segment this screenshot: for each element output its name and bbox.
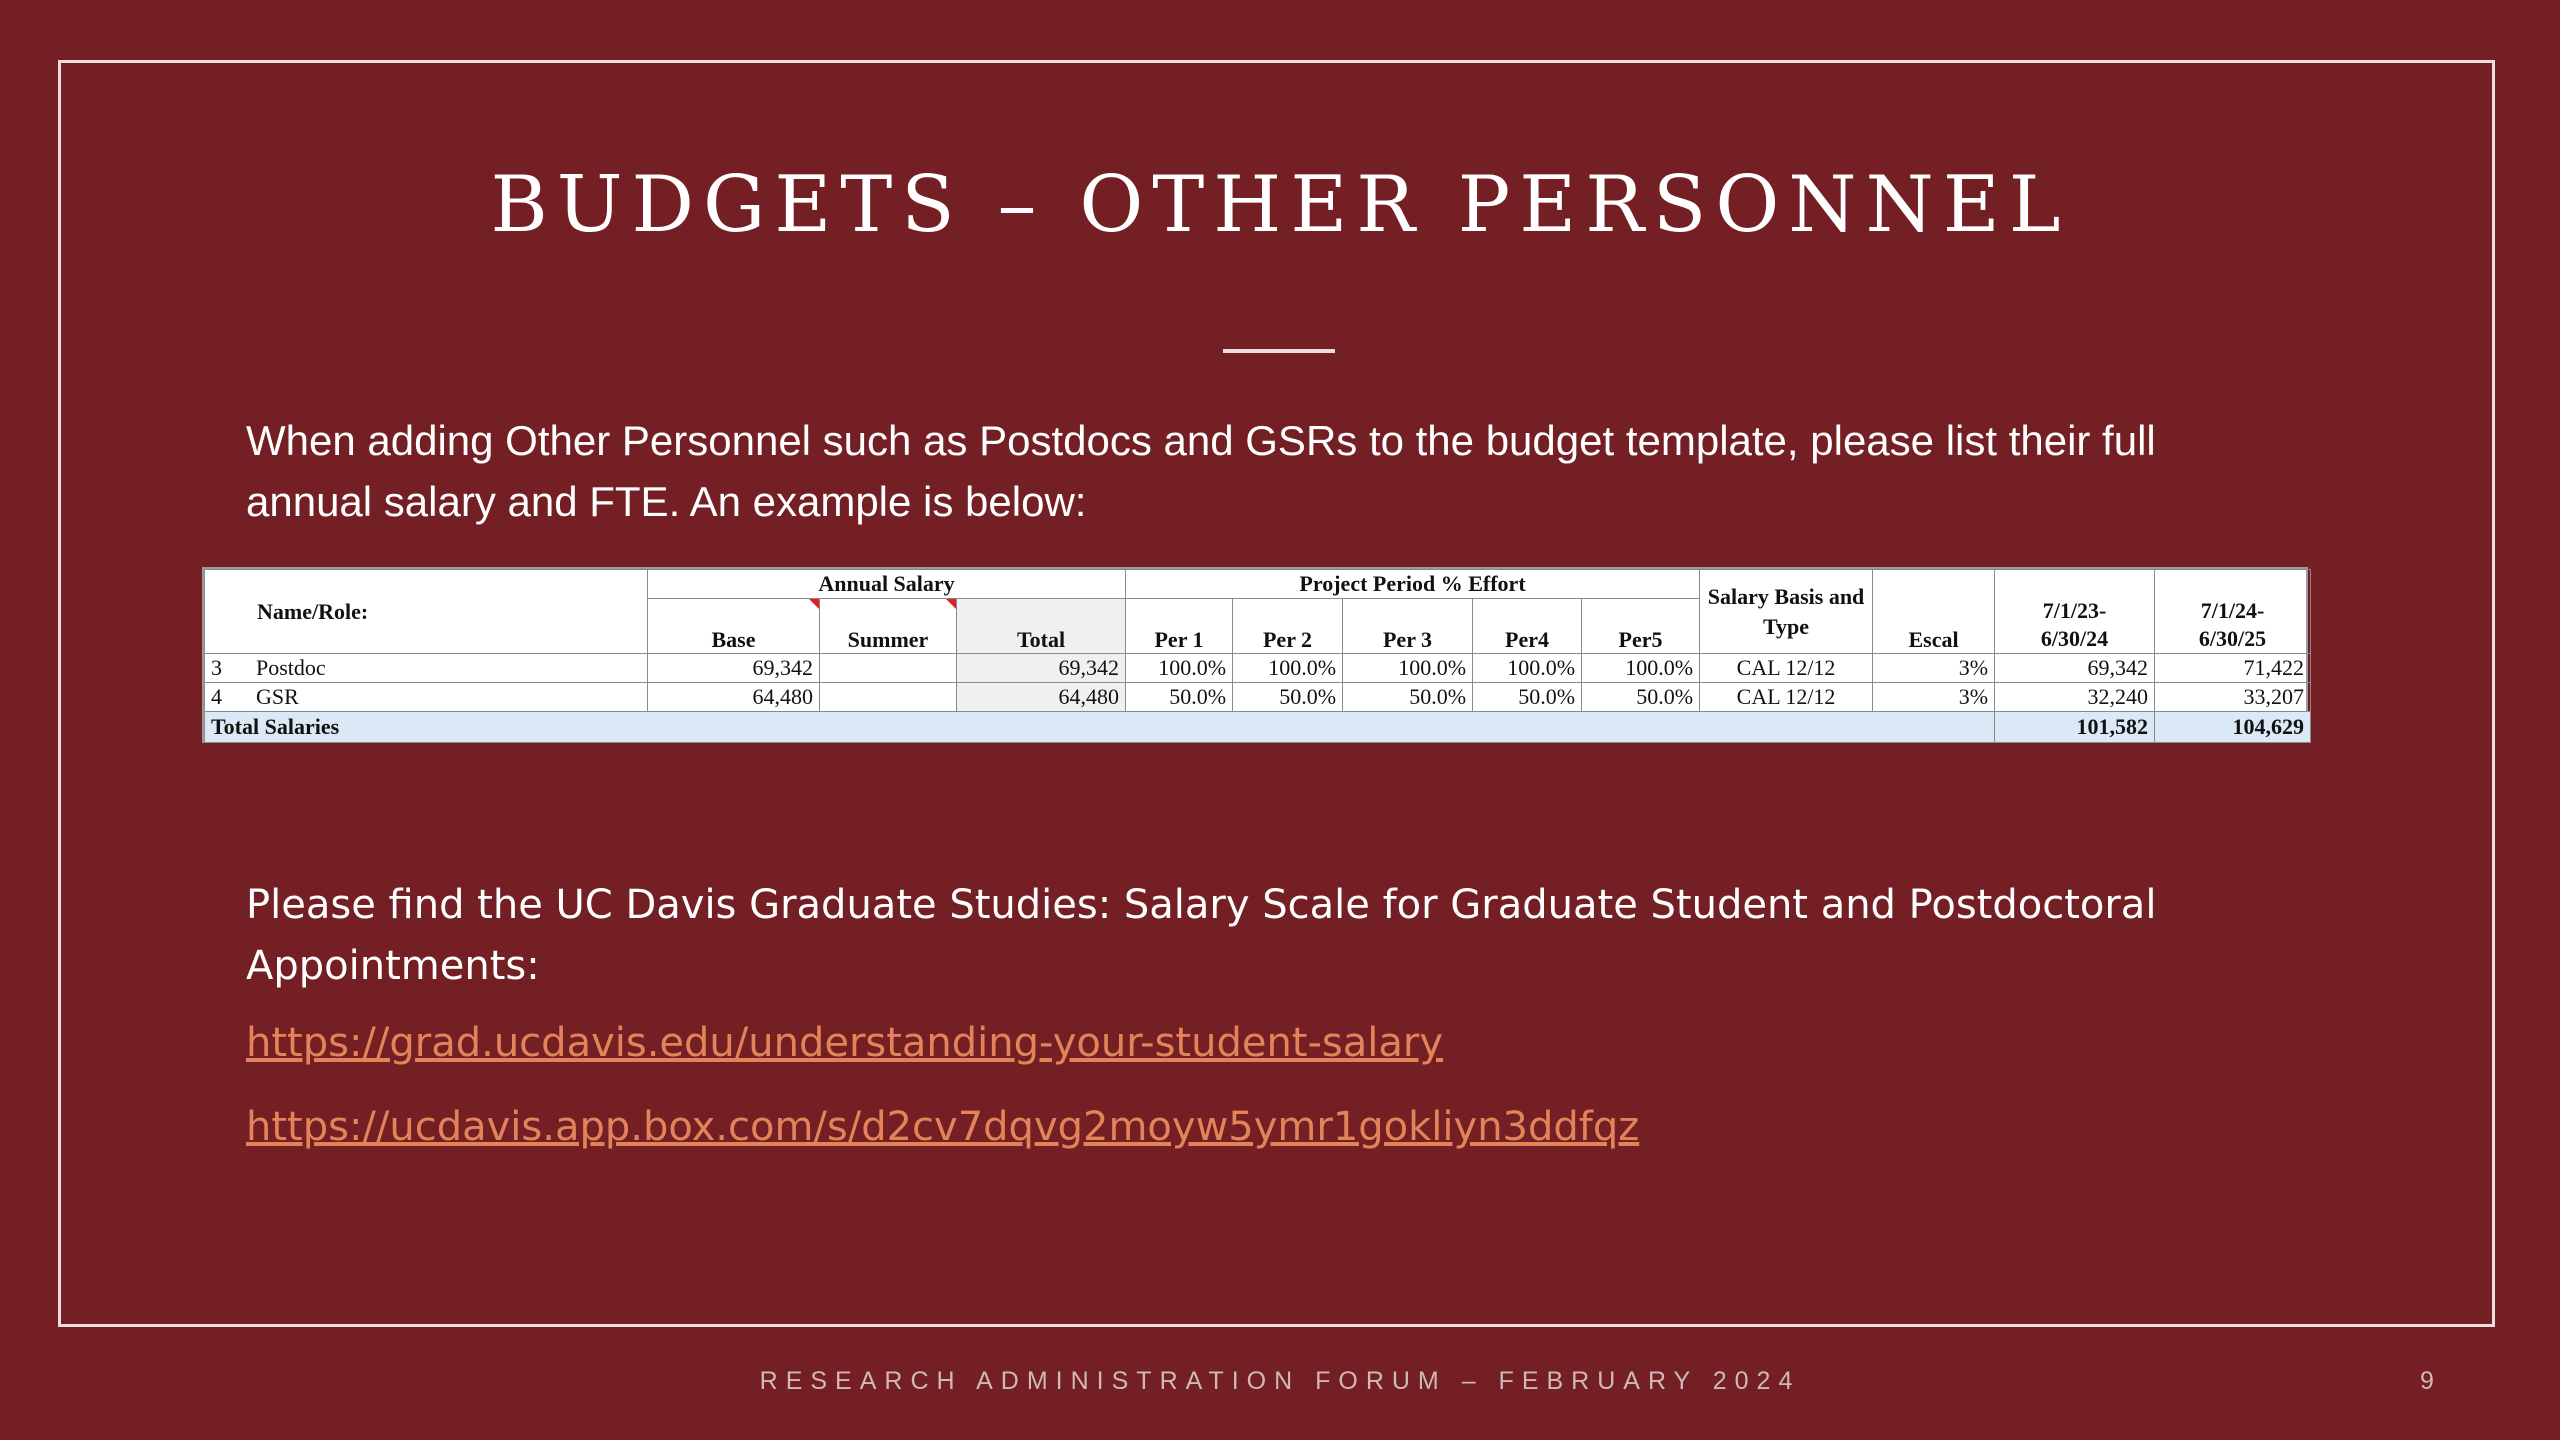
header-per-2: Per 2 [1233,599,1343,654]
header-salary-basis: Salary Basis and Type [1700,570,1873,654]
header-per-3: Per 3 [1343,599,1473,654]
intro-paragraph [246,410,2266,532]
row-year-1: 32,240 [1995,683,2155,712]
row-role-cell [205,683,648,712]
row-basis: CAL 12/12 [1700,654,1873,683]
row-per-3: 50.0% [1343,683,1473,712]
page-number: 9 [2420,1367,2434,1395]
box-salary-scale-link[interactable]: https://ucdavis.app.box.com/s/d2cv7dqvg2moyw5ymr1gokliyn3ddfqz [246,1104,1640,1150]
row-role-cell [205,654,648,683]
row-per-4: 100.0% [1473,654,1582,683]
row-total: 64,480 [957,683,1126,712]
header-escal: Escal [1873,570,1995,654]
table-row [205,654,2311,683]
table-row [205,683,2311,712]
student-salary-link[interactable]: https://grad.ucdavis.edu/understanding-your-student-salary [246,1020,1444,1066]
row-year-1: 69,342 [1995,654,2155,683]
row-base: 64,480 [648,683,820,712]
slide-title: BUDGETS – OTHER PERSONNEL [490,160,2070,250]
row-year-2: 71,422 [2155,654,2311,683]
row-number: 3 [211,655,222,680]
row-year-2: 33,207 [2155,683,2311,712]
row-per-5: 50.0% [1582,683,1700,712]
row-base: 69,342 [648,654,820,683]
row-role: GSR [256,684,299,709]
row-per-4: 50.0% [1473,683,1582,712]
row-per-2: 50.0% [1233,683,1343,712]
total-salaries-row [205,712,2311,743]
header-project-period: Project Period % Effort [1126,570,1700,599]
salary-note-line-2: Appointments: [246,943,540,989]
row-basis: CAL 12/12 [1700,683,1873,712]
total-salaries-label: Total Salaries [205,712,1995,743]
row-summer [820,683,957,712]
row-per-1: 100.0% [1126,654,1233,683]
header-year-2: 7/1/24- 6/30/25 [2155,570,2311,654]
row-per-2: 100.0% [1233,654,1343,683]
slide-footer: RESEARCH ADMINISTRATION FORUM – FEBRUARY 2024 [759,1367,1801,1395]
row-summer [820,654,957,683]
budget-table-image [202,567,2308,743]
header-per-4: Per4 [1473,599,1582,654]
row-per-3: 100.0% [1343,654,1473,683]
header-year-1: 7/1/23- 6/30/24 [1995,570,2155,654]
row-per-1: 50.0% [1126,683,1233,712]
row-per-5: 100.0% [1582,654,1700,683]
header-name-role: Name/Role: [205,570,648,654]
salary-note-line-1: Please find the UC Davis Graduate Studies: Salary Scale for Graduate Student and Postdoctoral [246,882,2157,928]
header-summer: Summer [820,599,957,654]
header-base: Base [648,599,820,654]
budget-table [204,569,2311,743]
row-total: 69,342 [957,654,1126,683]
row-number: 4 [211,684,222,709]
row-escal: 3% [1873,683,1995,712]
intro-line-1: When adding Other Personnel such as Postdocs and GSRs to the budget template, please list their full [246,417,2156,464]
salary-scale-note [246,875,2266,997]
row-role: Postdoc [256,655,326,680]
total-year-1: 101,582 [1995,712,2155,743]
row-escal: 3% [1873,654,1995,683]
header-per-1: Per 1 [1126,599,1233,654]
intro-line-2: annual salary and FTE. An example is below: [246,478,1087,525]
header-annual-salary: Annual Salary [648,570,1126,599]
total-year-2: 104,629 [2155,712,2311,743]
header-per-5: Per5 [1582,599,1700,654]
header-total: Total [957,599,1126,654]
title-divider [1223,349,1335,353]
